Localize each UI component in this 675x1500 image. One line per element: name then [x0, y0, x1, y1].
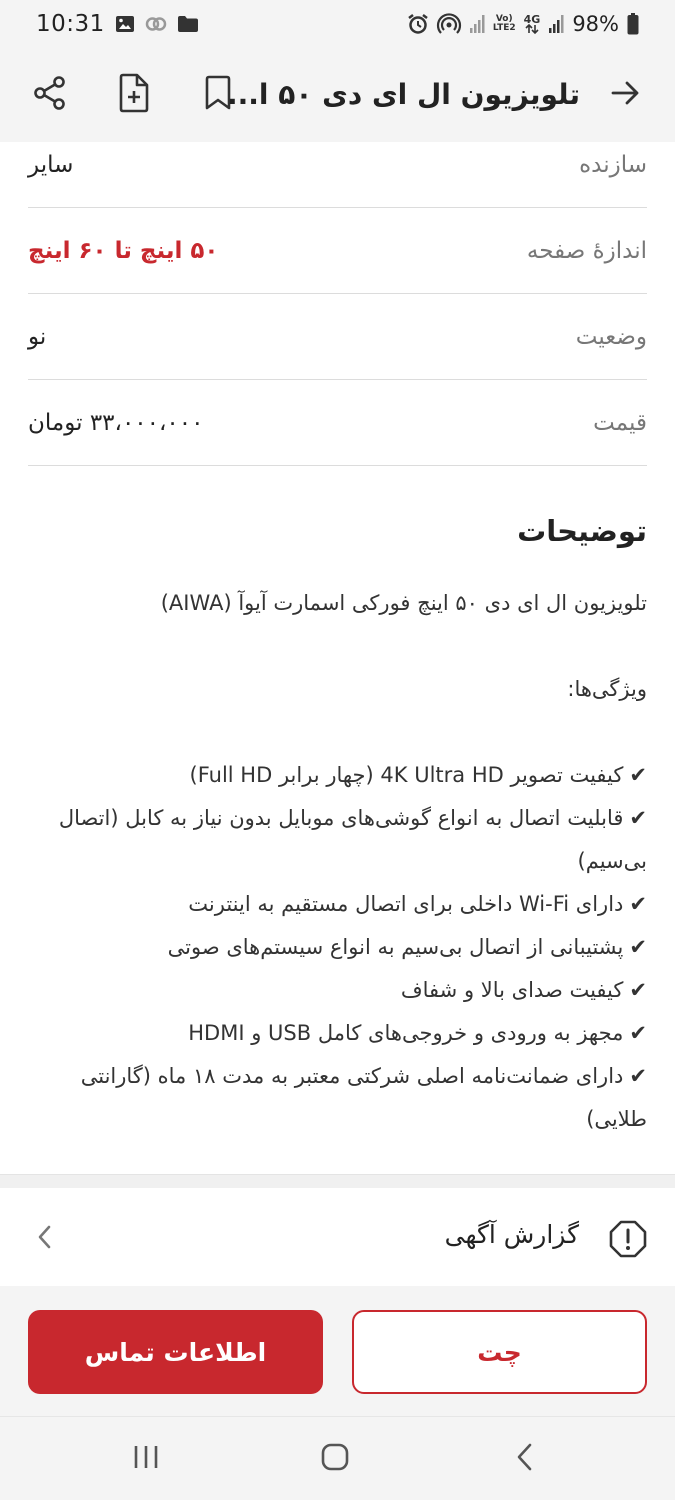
signal-1-icon — [469, 14, 485, 34]
feature-item — [28, 797, 647, 883]
check-icon: ✔ — [629, 1064, 647, 1088]
volte-bottom-text: LTE2 — [492, 23, 516, 33]
feature-item — [28, 754, 647, 797]
battery-icon — [627, 13, 639, 35]
status-time: 10:31 — [36, 11, 105, 37]
feature-item — [28, 926, 647, 969]
gallery-icon — [115, 15, 135, 33]
report-ad-label: گزارش آگهی — [444, 1220, 579, 1249]
attribute-value: نو — [28, 323, 47, 350]
section-divider — [0, 1174, 675, 1188]
status-bar — [0, 0, 675, 48]
alert-octagon-icon — [609, 1220, 647, 1258]
chevron-left-icon — [36, 1224, 52, 1254]
feature-item — [28, 883, 647, 926]
file-plus-icon — [117, 74, 151, 116]
battery-percent: 98% — [572, 12, 619, 36]
attribute-row-manufacturer — [28, 142, 647, 208]
add-note-button[interactable] — [99, 60, 169, 130]
feature-item — [28, 1012, 647, 1055]
attribute-label: قیمت — [593, 409, 647, 436]
hotspot-icon — [437, 13, 461, 35]
system-navigation-bar — [0, 1416, 675, 1500]
recent-apps-icon — [131, 1443, 161, 1475]
description-body — [28, 582, 647, 1141]
check-icon: ✔ — [629, 806, 647, 830]
folder-icon — [177, 15, 199, 33]
feature-text: پشتیبانی از اتصال بی‌سیم به انواع سیستم‌های صوتی — [167, 935, 624, 959]
check-icon: ✔ — [629, 763, 647, 787]
net-gen-text: 4G — [523, 12, 541, 26]
alarm-icon — [407, 13, 429, 35]
system-back-button[interactable] — [494, 1435, 554, 1483]
feature-text: کیفیت صدای بالا و شفاف — [400, 978, 624, 1002]
arrow-right-icon — [610, 79, 640, 111]
share-button[interactable] — [15, 60, 85, 130]
share-icon — [32, 75, 68, 115]
attribute-row-price — [28, 380, 647, 466]
attribute-label: اندازهٔ صفحه — [526, 237, 647, 264]
feature-text: دارای Wi-Fi داخلی برای اتصال مستقیم به اینترنت — [188, 892, 624, 916]
check-icon: ✔ — [629, 892, 647, 916]
volte-icon — [493, 15, 516, 33]
check-icon: ✔ — [629, 978, 647, 1002]
check-icon: ✔ — [629, 935, 647, 959]
feature-text: مجهز به ورودی و خروجی‌های کامل USB و HDMI — [188, 1021, 624, 1045]
data-4g-icon — [523, 12, 541, 34]
ad-details — [0, 142, 675, 1141]
check-icon: ✔ — [629, 1021, 647, 1045]
attribute-row-screen-size — [28, 208, 647, 294]
attribute-value-link[interactable]: ۵۰ اینچ تا ۶۰ اینچ — [28, 237, 219, 264]
status-right — [407, 12, 639, 36]
chevron-left-icon — [514, 1442, 534, 1476]
top-app-bar — [0, 48, 675, 142]
home-icon — [320, 1442, 350, 1476]
contact-info-button[interactable]: اطلاعات تماس — [28, 1310, 323, 1394]
volte-top-text: Vo) — [495, 14, 513, 24]
attribute-row-condition — [28, 294, 647, 380]
description-title: توضیحات — [517, 514, 647, 548]
bottom-action-bar — [0, 1286, 675, 1416]
report-ad-row[interactable] — [0, 1188, 675, 1286]
page-title: تلویزیون ال ای دی ۵۰ ا... — [226, 78, 580, 111]
home-button[interactable] — [305, 1435, 365, 1483]
feature-item — [28, 969, 647, 1012]
back-button[interactable] — [590, 60, 660, 130]
recent-apps-button[interactable] — [116, 1435, 176, 1483]
attribute-label: وضعیت — [575, 323, 647, 350]
status-left — [36, 11, 199, 37]
features-heading: ویژگی‌ها: — [567, 677, 647, 701]
attribute-value: سایر — [28, 152, 74, 178]
chat-button[interactable]: چت — [352, 1310, 647, 1394]
link-icon — [145, 15, 167, 33]
feature-item — [28, 1055, 647, 1141]
attribute-value: ۳۳،۰۰۰،۰۰۰ تومان — [28, 409, 204, 436]
feature-text: دارای ضمانت‌نامه اصلی شرکتی معتبر به مدت ۱۸ ماه (گارانتی طلایی) — [80, 1064, 647, 1131]
feature-text: کیفیت تصویر 4K Ultra HD (چهار برابر Full HD) — [189, 763, 624, 787]
description-intro: تلویزیون ال ای دی ۵۰ اینچ فورکی اسمارت آیوآ (AIWA) — [160, 591, 647, 615]
attribute-label: سازنده — [579, 152, 647, 178]
feature-text: قابلیت اتصال به انواع گوشی‌های موبایل بدون نیاز به کابل (اتصال بی‌سیم) — [58, 806, 647, 873]
signal-2-icon — [548, 14, 564, 34]
